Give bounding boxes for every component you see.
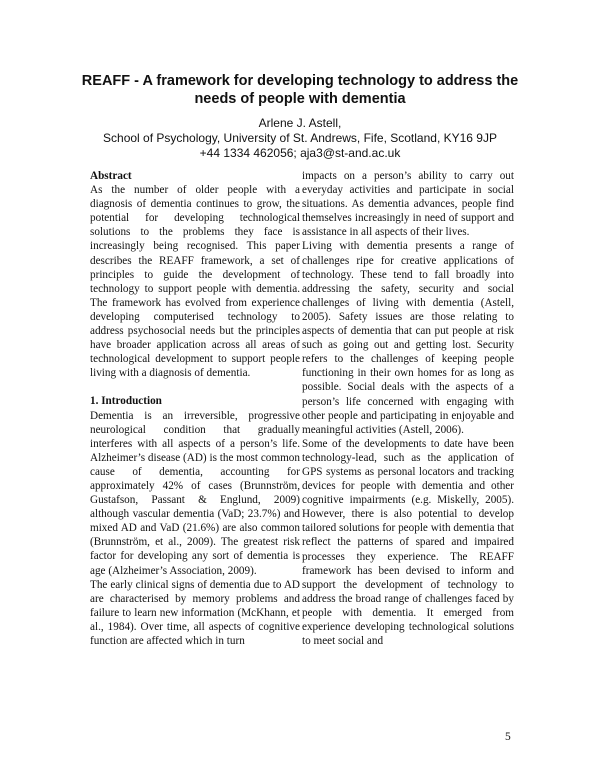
author-block bbox=[60, 116, 540, 161]
author-name: Arlene J. Astell, bbox=[258, 116, 342, 130]
section-spacer bbox=[90, 380, 300, 394]
page-number: 5 bbox=[505, 731, 511, 743]
right-column bbox=[302, 169, 514, 648]
intro-paragraph-3: Living with dementia presents a range of challenges ripe for creative applications of technology. These tend to fall broadly into addressing the safety, security and social challenges of living with dementia (Astell, 2005). Safety issues are those relating to aspects of dementia that can put people at risk such as going out and getting lost. Security refers to the challenges of keeping people functioning in their own homes for as long as possible. Social deals with the aspects of a person’s life concerned with engaging with other people and participating in enjoyable and meaningful activities (Astell, 2006). bbox=[302, 240, 514, 436]
paper-title: REAFF - A framework for developing technology to address the needs of people with dementia bbox=[81, 73, 519, 107]
intro-paragraph-4: Some of the developments to date have been technology-lead, such as the application of GPS systems as personal locators and tracking devices for people with dementia and other cognitive impairments (e.g. Miskelly, 2005). However, there is also potential to develop tailored solutions for people with dementia that reflect the patterns of spared and impaired processes they experience. The REAFF framework has been devised to inform and support the development of technology to address the broad range of challenges faced by people with dementia. It emerged from experience developing technological solutions to meet social and bbox=[302, 437, 514, 648]
abstract-heading: Abstract bbox=[90, 170, 132, 182]
intro-paragraph-2-start: The early clinical signs of dementia due to AD are characterised by memory problems and failure to learn new information (McKhann, et al., 1984). Over time, all aspects of cognitive function are affected which in turn bbox=[90, 578, 300, 647]
author-contact: +44 1334 462056; aja3@st-and.ac.uk bbox=[199, 146, 401, 160]
abstract-text: As the number of older people with a diagnosis of dementia continues to grow, the potential for developing technological solutions to the problems they face is increasingly being recognised. This paper describes the REAFF framework, a set of principles to guide the development of technology to support people with dementia. The framework has evolved from experience developing computerised technology to address psychosocial needs but the principles have broader application across all areas of technological development to support people living with a diagnosis of dementia. bbox=[90, 184, 300, 380]
introduction-heading: 1. Introduction bbox=[90, 395, 162, 408]
author-affiliation: School of Psychology, University of St. Andrews, Fife, Scotland, KY16 9JP bbox=[103, 131, 497, 145]
intro-paragraph-2-end: impacts on a person’s ability to carry out everyday activities and participate in social situations. As dementia advances, people find themselves increasingly in need of support and assistance in all aspects of their lives. bbox=[302, 170, 514, 239]
left-column bbox=[90, 169, 300, 648]
intro-paragraph-1: Dementia is an irreversible, progressive neurological condition that gradually interferes with all aspects of a person’s life. Alzheimer’s disease (AD) is the most common cause of dementia, accounting for approximately 42% of cases (Brunnström, Gustafson, Passant & Englund, 2009) although vascular dementia (VaD; 23.7%) and mixed AD and VaD (21.6%) are also common (Brunnström, et al., 2009). The greatest risk factor for developing any sort of dementia is age (Alzheimer’s Association, 2009). bbox=[90, 409, 300, 577]
